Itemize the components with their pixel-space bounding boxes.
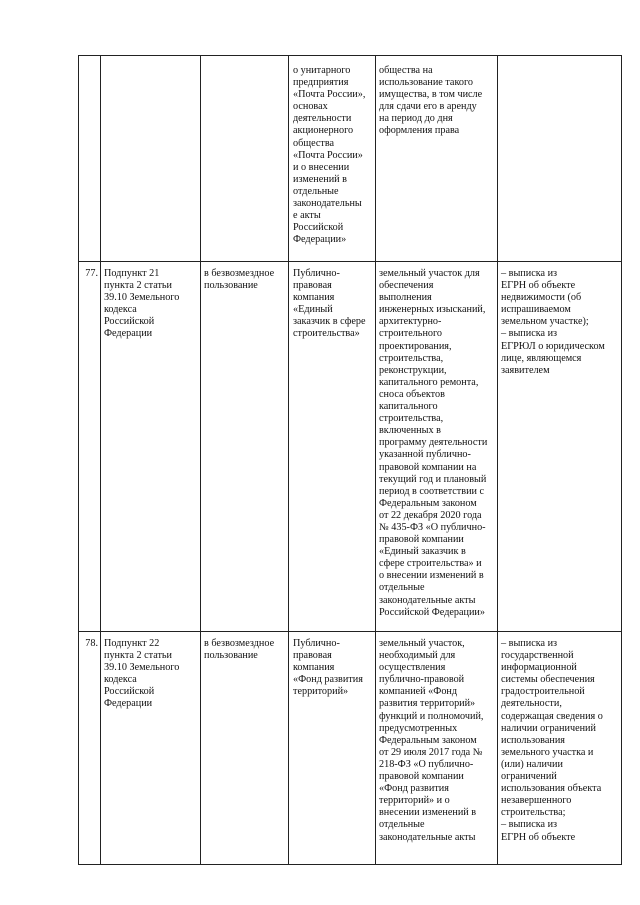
column-divider	[200, 56, 201, 864]
column-divider	[375, 56, 376, 864]
row-78-purpose: земельный участок, необходимый для осуществления публично-правовой компанией «Фонд развития территорий» функций и полномочий, предусмотренных Федеральным законом от 29 июля 2017 года № 218-ФЗ «О публично- правовой компании «Фонд развития территорий» и о внесении изменений в отдельные законодательные акты	[379, 638, 484, 843]
row-1-purpose: общества на использование такого имущества, в том числе для сдачи его в аренду на период до дня оформления права	[379, 65, 483, 137]
column-divider	[288, 56, 289, 864]
row-78-number: 78.	[85, 638, 98, 649]
row-77-type: в безвозмездное пользование	[204, 268, 275, 292]
column-divider	[100, 56, 101, 864]
row-77-purpose: земельный участок для обеспечения выполнения инженерных изысканий, архитектурно- строительного проектирования, строительства, реконструкции, капитального ремонта, сноса объектов капитального строительства, включенных в программу деятельности указанной публично- правовой компании на текущий год и плановый период в соответствии с Федеральным законом от 22 декабря 2020 года № 435-ФЗ «О публично- правовой компании «Единый заказчик в сфере строительства» и о внесении изменений в отдельные законодательные акты Российской Федерации»	[379, 268, 488, 618]
row-77-basis: Подпункт 21 пункта 2 статьи 39.10 Земельного кодекса Российской Федерации	[104, 268, 180, 340]
row-78-basis: Подпункт 22 пункта 2 статьи 39.10 Земельного кодекса Российской Федерации	[104, 638, 180, 710]
row-77-grantor: Публично- правовая компания «Единый заказчик в сфере строительства»	[293, 268, 366, 340]
row-divider	[79, 261, 621, 262]
row-78-grantor: Публично- правовая компания «Фонд развития территорий»	[293, 638, 363, 698]
row-77-documents: – выписка из ЕГРН об объекте недвижимости (об испрашиваемом земельном участке); – выписка из ЕГРЮЛ о юридическом лице, являющемся заявителем	[501, 268, 605, 376]
row-1-grantor: о унитарного предприятия «Почта России», основах деятельности акционерного общества «Почта России» и о внесении изменений в отдельные законодательны е акты Российской Федерации»	[293, 65, 366, 246]
row-77-number: 77.	[85, 268, 98, 279]
land-plots-table	[78, 55, 622, 865]
row-78-documents: – выписка из государственной информационной системы обеспечения градостроительной деятельности, содержащая сведения о наличии ограничений использования земельного участка и (или) наличии ограничений использования объекта незавершенного строительства; – выписка из ЕГРН об объекте	[501, 638, 603, 843]
row-divider	[79, 631, 621, 632]
row-78-type: в безвозмездное пользование	[204, 638, 275, 662]
column-divider	[497, 56, 498, 864]
